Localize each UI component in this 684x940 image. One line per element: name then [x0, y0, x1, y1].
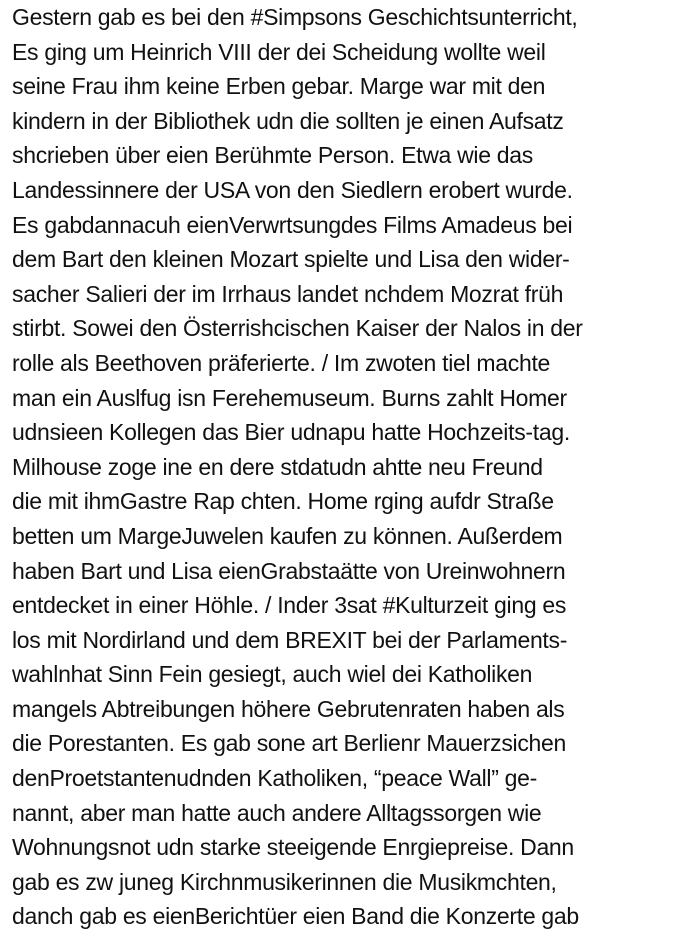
text-line: die mit ihmGastre Rap chten. Home rging aufdr Straße: [12, 488, 554, 515]
text-line: wahlnhat Sinn Fein gesiegt, auch wiel dei Katholiken: [12, 661, 533, 688]
text-line: seine Frau ihm keine Erben gebar. Marge war mit den: [12, 73, 546, 100]
text-line: Wohnungsnot udn starke steeigende Enrgiepreise. Dann: [12, 834, 574, 861]
text-line: man ein Auslfug isn Ferehemuseum. Burns zahlt Homer: [12, 384, 567, 411]
text-line: kindern in der Bibliothek udn die sollten je einen Aufsatz: [12, 107, 564, 134]
text-line: gab es zw juneg Kirchnmusikerinnen die Musikmchten,: [12, 868, 557, 895]
text-line: sacher Salieri der im Irrhaus landet nchdem Mozrat früh: [12, 280, 564, 307]
text-line: stirbt. Sowei den Österrishcischen Kaiser der Nalos in der: [12, 315, 583, 342]
text-line: Es ging um Heinrich VIII der dei Scheidung wollte weil: [12, 38, 546, 65]
text-line: los mit Nordirland und dem BREXIT bei der Parlaments-: [12, 626, 568, 653]
text-line: shcrieben über eien Berühmte Person. Etwa wie das: [12, 142, 533, 169]
text-line: entdecket in einer Höhle. / Inder 3sat #Kulturzeit ging es: [12, 592, 567, 619]
text-line: dem Bart den kleinen Mozart spielte und Lisa den wider-: [12, 246, 570, 273]
text-line: denProetstantenudnden Katholiken, “peace Wall” ge-: [12, 765, 537, 792]
text-line: Es gabdannacuh eienVerwrtsungdes Films Amadeus bei: [12, 211, 573, 238]
text-line: die Porestanten. Es gab sone art Berlienr Mauerzsichen: [12, 730, 567, 757]
body-text: [12, 0, 680, 934]
text-line: Gestern gab es bei den #Simpsons Geschichtsunterricht,: [12, 4, 578, 30]
text-line: rolle als Beethoven präferierte. / Im zwoten tiel machte: [12, 349, 551, 376]
text-line: Landessinnere der USA von den Siedlern erobert wurde.: [12, 176, 573, 203]
text-line: nannt, aber man hatte auch andere Alltagssorgen wie: [12, 799, 542, 826]
text-line: udnsieen Kollegen das Bier udnapu hatte Hochzeits-tag.: [12, 419, 570, 446]
text-line: mangels Abtreibungen höhere Gebrutenraten haben als: [12, 695, 565, 722]
text-line: danch gab es eienBerichtüer eien Band die Konzerte gab: [12, 903, 579, 930]
text-line: haben Bart und Lisa eienGrabstaätte von Ureinwohnern: [12, 557, 566, 584]
text-line: betten um MargeJuwelen kaufen zu können. Außerdem: [12, 522, 563, 549]
text-line: Milhouse zoge ine en dere stdatudn ahtte neu Freund: [12, 453, 543, 480]
